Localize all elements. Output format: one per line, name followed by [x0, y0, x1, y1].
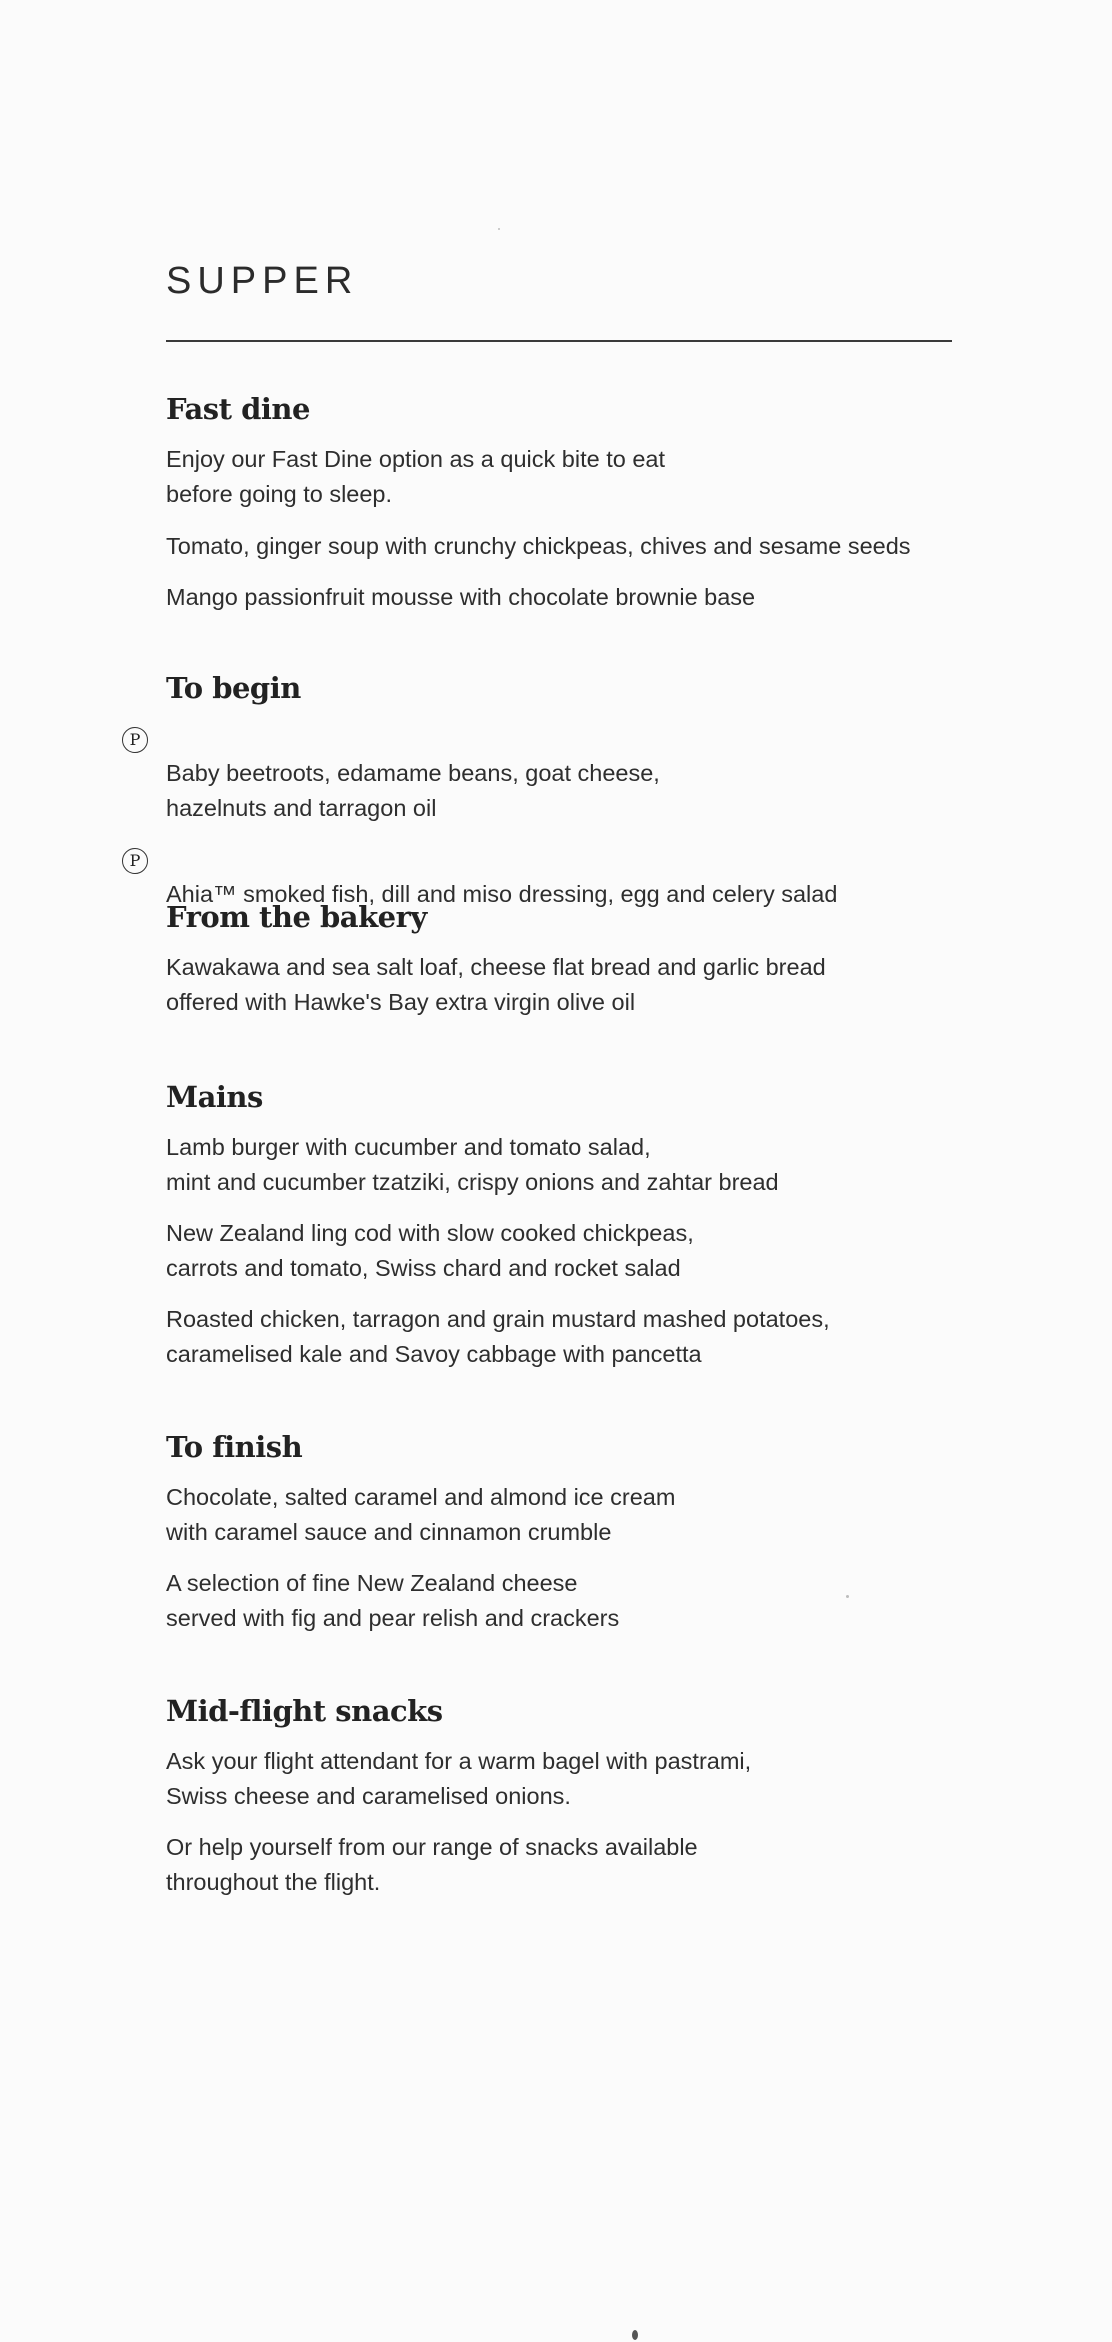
menu-item: Lamb burger with cucumber and tomato salad, mint and cucumber tzatziki, crispy onions and zahtar bread — [166, 1134, 779, 1195]
menu-item-text: Baby beetroots, edamame beans, goat cheese, hazelnuts and tarragon oil — [166, 760, 660, 821]
section-to-finish — [166, 1430, 952, 1636]
menu-item: Ask your flight attendant for a warm bagel with pastrami, Swiss cheese and caramelised onions. — [166, 1748, 752, 1809]
menu-item — [129, 721, 952, 826]
menu-item: Tomato, ginger soup with crunchy chickpeas, chives and sesame seeds — [166, 533, 911, 559]
section-heading: To begin — [166, 671, 301, 705]
menu-item: Roasted chicken, tarragon and grain mustard mashed potatoes, caramelised kale and Savoy cabbage with pancetta — [166, 1306, 830, 1367]
menu-item: New Zealand ling cod with slow cooked chickpeas, carrots and tomato, Swiss chard and rocket salad — [166, 1220, 694, 1281]
scan-speck — [498, 228, 500, 230]
premium-badge-icon: P — [122, 727, 148, 753]
section-to-begin — [129, 671, 952, 912]
page-title: SUPPER — [166, 260, 359, 302]
menu-item-text: Ahia™ smoked fish, dill and miso dressing, egg and celery salad — [166, 881, 838, 907]
menu-page — [166, 262, 952, 342]
menu-item: Enjoy our Fast Dine option as a quick bite to eat before going to sleep. — [166, 446, 666, 507]
section-fast-dine — [166, 392, 952, 615]
menu-item: Mango passionfruit mousse with chocolate brownie base — [166, 584, 756, 610]
menu-item: Chocolate, salted caramel and almond ice cream with caramel sauce and cinnamon crumble — [166, 1484, 676, 1545]
section-bakery — [166, 900, 952, 1020]
scan-speck — [846, 1595, 849, 1598]
scan-speck — [632, 2330, 638, 2340]
menu-item: Kawakawa and sea salt loaf, cheese flat bread and garlic bread offered with Hawke's Bay extra virgin olive oil — [166, 954, 826, 1015]
menu-item: Or help yourself from our range of snacks available throughout the flight. — [166, 1834, 698, 1895]
section-mains — [166, 1080, 952, 1372]
section-heading: From the bakery — [166, 900, 427, 934]
section-snacks — [166, 1694, 952, 1900]
section-heading: Mid-flight snacks — [166, 1694, 443, 1728]
section-heading: Mains — [166, 1080, 263, 1114]
menu-item: A selection of fine New Zealand cheese served with fig and pear relish and crackers — [166, 1570, 620, 1631]
title-divider — [166, 340, 952, 342]
section-heading: Fast dine — [166, 392, 310, 426]
premium-badge-icon: P — [122, 848, 148, 874]
section-heading: To finish — [166, 1430, 303, 1464]
